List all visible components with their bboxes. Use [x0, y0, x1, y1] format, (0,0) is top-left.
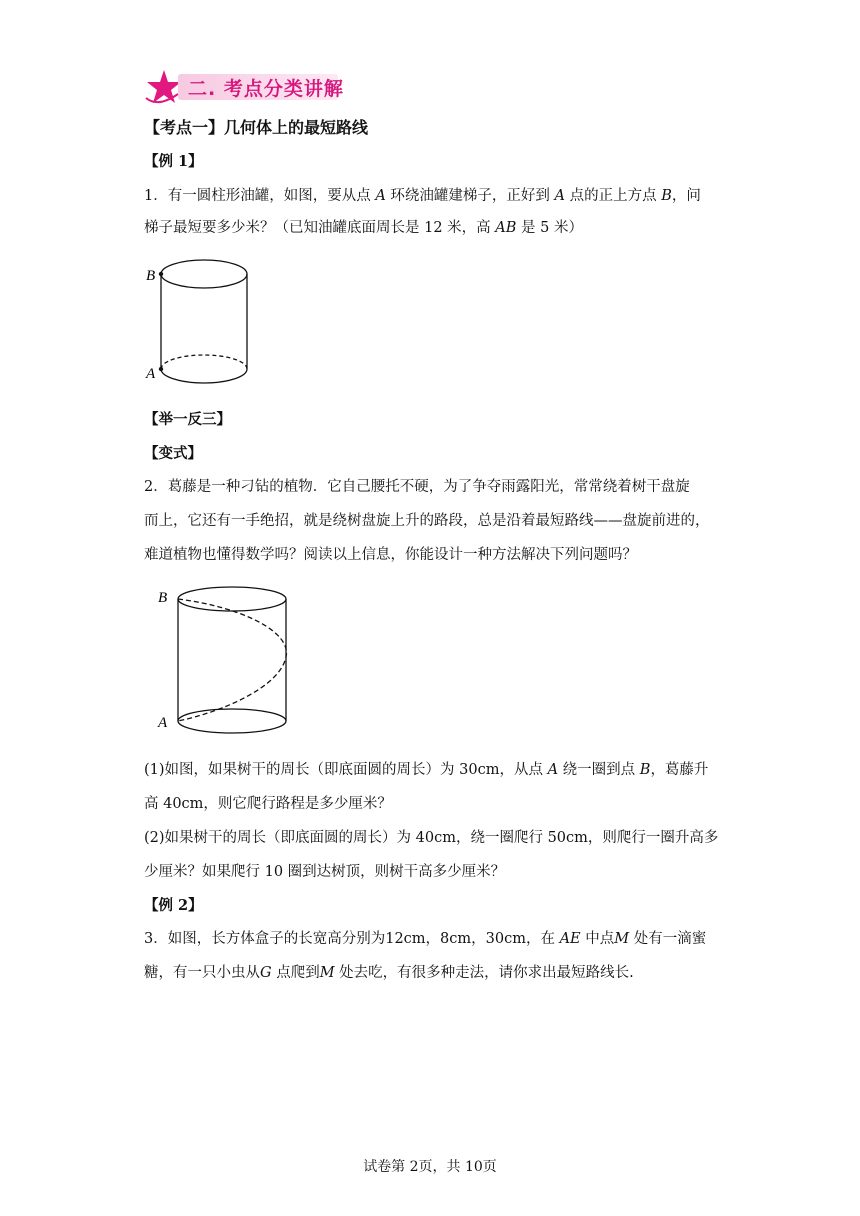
fig2-label-b: B — [158, 590, 168, 606]
q2-line2: 而上，它还有一手绝招，就是绕树盘旋上升的路段，总是沿着最短路线——盘旋前进的， — [144, 513, 710, 529]
example1-label: 【例 1】 — [144, 153, 203, 170]
practice-label: 【举一反三】 — [144, 411, 231, 428]
q2-line3: 难道植物也懂得数学吗？阅读以上信息，你能设计一种方法解决下列问题吗？ — [144, 547, 637, 563]
q3-line2: 糖，有一只小虫从G 点爬到M 处去吃，有很多种走法，请你求出最短路线长. — [144, 965, 634, 981]
topic-title: 【考点一】几何体上的最短路线 — [144, 118, 369, 137]
q2-part2-line2: 少厘米？如果爬行 10 圈到达树顶，则树干高多少厘米？ — [144, 864, 506, 880]
example2-label: 【例 2】 — [144, 897, 203, 914]
fig2-label-a: A — [158, 715, 168, 731]
q1-line2: 梯子最短要多少米？（已知油罐底面周长是 12 米，高 AB 是 5 米） — [144, 220, 583, 236]
fig1-label-b: B — [146, 268, 156, 284]
banner-title: 二. 考点分类讲解 — [188, 78, 344, 100]
variant-label: 【变式】 — [144, 445, 202, 462]
cylinder-figure-1 — [140, 252, 270, 392]
q2-part1-line2: 高 40cm，则它爬行路程是多少厘米？ — [144, 796, 392, 812]
page-footer: 试卷第 2页，共 10页 — [363, 1159, 497, 1175]
fig1-label-a: A — [146, 366, 156, 382]
cylinder-figure-2 — [152, 582, 302, 732]
q1-line1: 1．有一圆柱形油罐，如图，要从点 A 环绕油罐建梯子，正好到 A 点的正上方点 B，问 — [144, 188, 701, 204]
section-banner — [144, 68, 344, 106]
q2-part2-line1: (2)如果树干的周长（即底面圆的周长）为 40cm，绕一圈爬行 50cm，则爬行一圈升高多 — [144, 830, 719, 846]
q2-line1: 2．葛藤是一种刁钻的植物．它自己腰托不硬，为了争夺雨露阳光，常常绕着树干盘旋 — [144, 479, 690, 495]
q2-part1-line1: (1)如图，如果树干的周长（即底面圆的周长）为 30cm，从点 A 绕一圈到点 B，葛藤升 — [144, 762, 709, 778]
q3-line1: 3．如图，长方体盒子的长宽高分别为12cm，8cm，30cm，在 AE 中点M 处有一滴蜜 — [144, 931, 707, 947]
